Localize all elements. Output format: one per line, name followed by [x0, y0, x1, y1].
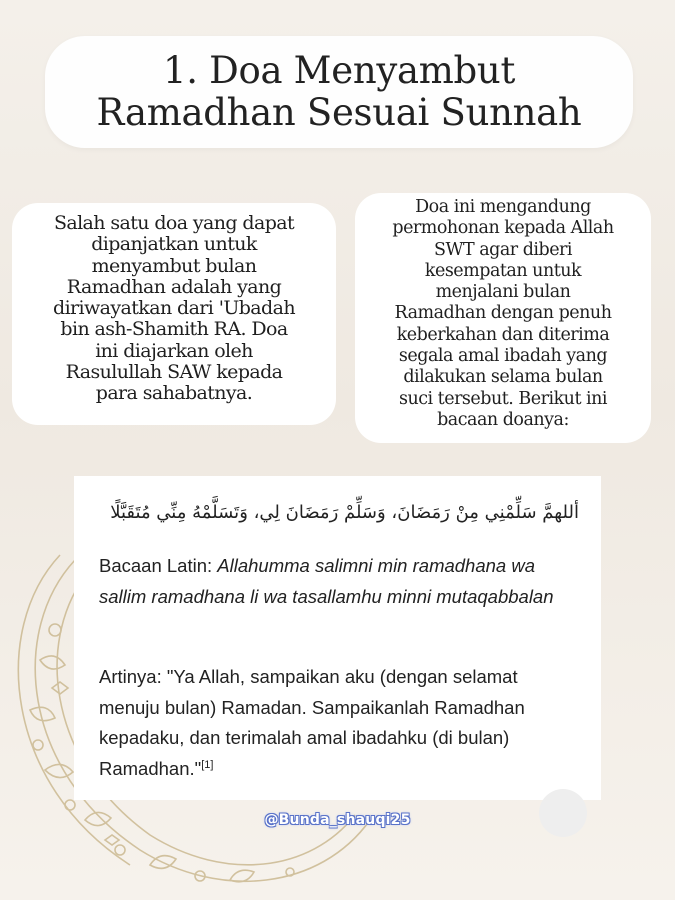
intro-line: bin ash-Shamith RA. Doa [60, 318, 288, 341]
latin-reading [99, 551, 579, 612]
watermark-handle: @Bunda_shauqi25 [264, 812, 411, 828]
intro-line: Rasulullah SAW kepada [65, 361, 283, 384]
translation-body: Artinya: "Ya Allah, sampaikan aku (dengan selamat menuju bulan) Ramadan. Sampaikanlah Ramadhan kepadaku, dan terimalah amal ibadahku (di bulan) Ramadhan." [99, 666, 525, 779]
description-line: Doa ini mengandung [415, 197, 591, 217]
description-line: kesempatan untuk [424, 260, 582, 281]
intro-card [12, 203, 336, 425]
description-line: Ramadhan dengan penuh [394, 303, 612, 324]
intro-line: Salah satu doa yang dapat [53, 212, 295, 234]
translation-text [99, 662, 579, 784]
latin-label: Bacaan Latin: [99, 555, 218, 576]
intro-text [12, 213, 336, 405]
footnote-link[interactable]: [1] [201, 758, 214, 771]
description-line: bacaan doanya: [437, 409, 569, 430]
description-card [355, 193, 651, 443]
description-line: dilakukan selama bulan [403, 367, 603, 388]
description-line: keberkahan dan diterima [396, 324, 610, 345]
intro-line: ini diajarkan oleh [95, 339, 253, 362]
doa-card [74, 476, 601, 800]
intro-line: para sahabatnya. [95, 382, 253, 405]
title-card [45, 36, 633, 148]
page-title [45, 50, 633, 134]
description-line: segala amal ibadah yang [398, 346, 608, 367]
latin-text: Allahumma salimni min ramadhana wa sallim ramadhana li wa tasallamhu minni mutaqabbalan [99, 555, 554, 607]
description-line: SWT agar diberi [433, 239, 573, 260]
intro-line: dipanjatkan untuk [91, 233, 257, 256]
description-line: suci tersebut. Berikut ini [398, 388, 608, 409]
description-text [355, 197, 651, 431]
title-line-2: Ramadhan Sesuai Sunnah [96, 91, 582, 134]
arabic-doa-text: أللهمَّ سَلِّمْنِي مِنْ رَمَضَانَ، وَسَلِّمْ رَمَضَانَ لِي، وَتَسَلَّمْهُ مِنِّي مُتَقَبَّلًا [110, 502, 579, 523]
title-line-1: 1. Doa Menyambut [162, 49, 516, 92]
intro-line: menyambut bulan [91, 254, 257, 277]
intro-line: diriwayatkan dari 'Ubadah [53, 297, 295, 320]
description-line: permohonan kepada Allah [392, 218, 614, 239]
description-line: menjalani bulan [435, 282, 571, 303]
intro-line: Ramadhan adalah yang [66, 275, 282, 298]
